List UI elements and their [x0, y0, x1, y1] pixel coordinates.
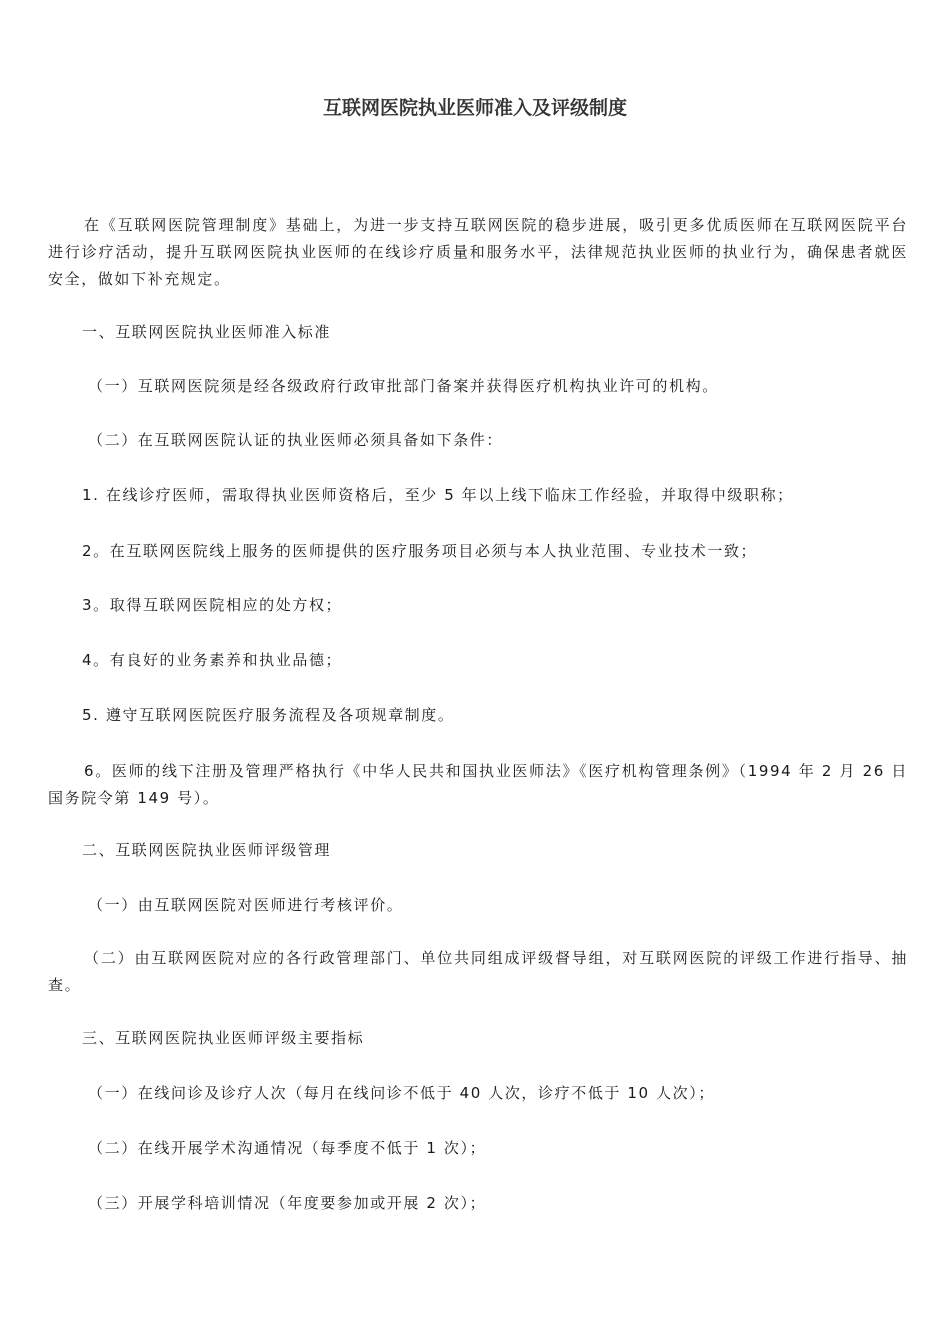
section3-item: （三）开展学科培训情况（年度要参加或开展 2 次）；	[88, 1194, 487, 1212]
condition-item: 6。医师的线下注册及管理严格执行《中华人民共和国执业医师法》《医疗机构管理条例》（1994 年 2 月 26 日国务院令第 149 号）。	[48, 762, 908, 807]
section3-item: （二）在线开展学术沟通情况（每季度不低于 1 次）；	[88, 1139, 487, 1157]
section1-item2: （二）在互联网医院认证的执业医师必须具备如下条件：	[88, 431, 504, 449]
document-title: 互联网医院执业医师准入及评级制度	[322, 97, 627, 119]
section1-item1: （一）互联网医院须是经各级政府行政审批部门备案并获得医疗机构执业许可的机构。	[88, 377, 719, 395]
section3-heading: 三、互联网医院执业医师评级主要指标	[82, 1029, 365, 1047]
condition-item: 2。在互联网医院线上服务的医师提供的医疗服务项目必须与本人执业范围、专业技术一致；	[82, 542, 758, 560]
condition-item: 3。取得互联网医院相应的处方权；	[82, 596, 343, 614]
intro-paragraph: 在《互联网医院管理制度》基础上，为进一步支持互联网医院的稳步进展，吸引更多优质医师在互联网医院平台进行诊疗活动，提升互联网医院执业医师的在线诊疗质量和服务水平，法律规范执业医师的执业行为，确保患者就医安全，做如下补充规定。	[48, 216, 908, 288]
condition-item: 1. 在线诊疗医师，需取得执业医师资格后，至少 5 年以上线下临床工作经验，并取得中级职称；	[82, 486, 794, 504]
section1-heading: 一、互联网医院执业医师准入标准	[82, 323, 332, 341]
section3-item: （一）在线问诊及诊疗人次（每月在线问诊不低于 40 人次，诊疗不低于 10 人次）；	[88, 1084, 715, 1102]
section2-heading: 二、互联网医院执业医师评级管理	[82, 841, 332, 859]
section2-item1: （一）由互联网医院对医师进行考核评价。	[88, 896, 404, 914]
condition-item: 5. 遵守互联网医院医疗服务流程及各项规章制度。	[82, 706, 455, 724]
condition-item: 4。有良好的业务素养和执业品德；	[82, 651, 343, 669]
section2-item2: （二）由互联网医院对应的各行政管理部门、单位共同组成评级督导组，对互联网医院的评级工作进行指导、抽查。	[48, 949, 908, 994]
